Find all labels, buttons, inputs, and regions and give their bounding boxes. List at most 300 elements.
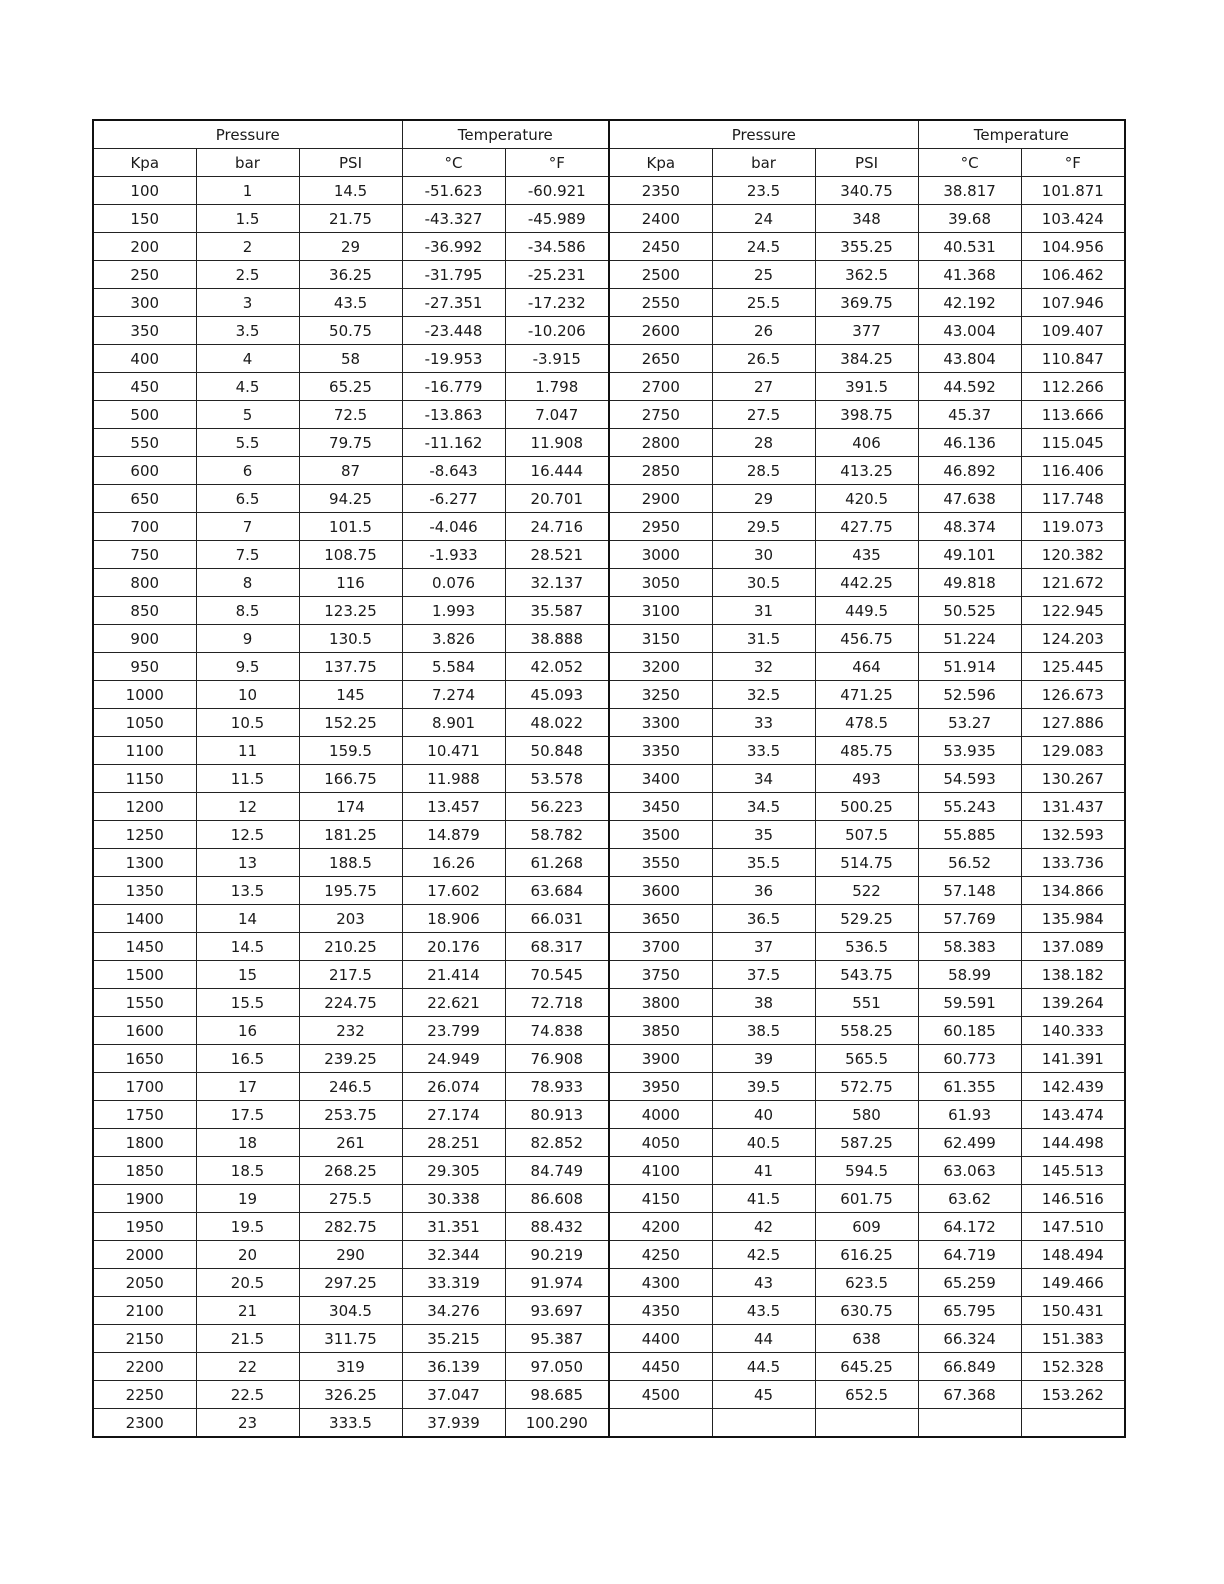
- right-celsius-cell: 65.259: [918, 1269, 1021, 1297]
- right-fahrenheit-cell: 141.391: [1021, 1045, 1125, 1073]
- left-celsius-cell: 33.319: [402, 1269, 505, 1297]
- right-celsius-cell: 56.52: [918, 849, 1021, 877]
- right-kpa-cell: 4050: [609, 1129, 712, 1157]
- left-psi-cell: 29: [299, 233, 402, 261]
- left-fahrenheit-cell: 74.838: [505, 1017, 609, 1045]
- left-fahrenheit-cell: 53.578: [505, 765, 609, 793]
- right-fahrenheit-cell: 110.847: [1021, 345, 1125, 373]
- table-row: [93, 485, 1125, 513]
- left-celsius-cell: 22.621: [402, 989, 505, 1017]
- right-celsius-cell: 48.374: [918, 513, 1021, 541]
- right-kpa-cell: 2800: [609, 429, 712, 457]
- right-psi-cell: 435: [815, 541, 918, 569]
- right-kpa-cell: 3550: [609, 849, 712, 877]
- table-row: [93, 1325, 1125, 1353]
- left-fahrenheit-cell: 1.798: [505, 373, 609, 401]
- left-bar-cell: 1: [196, 177, 299, 205]
- left-celsius-cell: -8.643: [402, 457, 505, 485]
- right-kpa-cell: 3500: [609, 821, 712, 849]
- right-bar-cell: 44: [712, 1325, 815, 1353]
- right-bar-cell: 36.5: [712, 905, 815, 933]
- left-bar-cell: 4.5: [196, 373, 299, 401]
- right-celsius-cell: 46.892: [918, 457, 1021, 485]
- right-bar-cell: 30.5: [712, 569, 815, 597]
- right-celsius-cell: 40.531: [918, 233, 1021, 261]
- left-bar-cell: 18: [196, 1129, 299, 1157]
- right-celsius-cell: 58.383: [918, 933, 1021, 961]
- left-kpa-header: Kpa: [93, 149, 196, 177]
- table-row: [93, 905, 1125, 933]
- left-fahrenheit-cell: 100.290: [505, 1409, 609, 1438]
- right-kpa-cell: 4200: [609, 1213, 712, 1241]
- left-fahrenheit-cell: 28.521: [505, 541, 609, 569]
- right-kpa-cell: 3800: [609, 989, 712, 1017]
- left-fahrenheit-cell: 24.716: [505, 513, 609, 541]
- right-kpa-cell: 4000: [609, 1101, 712, 1129]
- right-bar-cell: 39: [712, 1045, 815, 1073]
- left-fahrenheit-cell: -60.921: [505, 177, 609, 205]
- left-bar-cell: 7.5: [196, 541, 299, 569]
- right-kpa-cell: 4500: [609, 1381, 712, 1409]
- left-celsius-cell: 17.602: [402, 877, 505, 905]
- right-kpa-cell: 3750: [609, 961, 712, 989]
- right-temperature-header: Temperature: [918, 120, 1125, 149]
- right-celsius-cell: 66.849: [918, 1353, 1021, 1381]
- left-celsius-cell: 26.074: [402, 1073, 505, 1101]
- right-psi-cell: 413.25: [815, 457, 918, 485]
- left-celsius-cell: 5.584: [402, 653, 505, 681]
- right-bar-cell: 34: [712, 765, 815, 793]
- right-kpa-cell: 2500: [609, 261, 712, 289]
- left-psi-cell: 304.5: [299, 1297, 402, 1325]
- right-bar-cell: 34.5: [712, 793, 815, 821]
- right-fahrenheit-cell: 126.673: [1021, 681, 1125, 709]
- right-bar-cell: [712, 1409, 815, 1438]
- right-kpa-cell: 4300: [609, 1269, 712, 1297]
- left-bar-cell: 10.5: [196, 709, 299, 737]
- left-psi-cell: 203: [299, 905, 402, 933]
- right-fahrenheit-cell: 106.462: [1021, 261, 1125, 289]
- right-bar-cell: 30: [712, 541, 815, 569]
- right-fahrenheit-cell: 146.516: [1021, 1185, 1125, 1213]
- left-psi-cell: 275.5: [299, 1185, 402, 1213]
- right-kpa-cell: 2450: [609, 233, 712, 261]
- left-kpa-cell: 300: [93, 289, 196, 317]
- left-bar-cell: 5: [196, 401, 299, 429]
- right-celsius-cell: 49.101: [918, 541, 1021, 569]
- right-fahrenheit-cell: 109.407: [1021, 317, 1125, 345]
- right-psi-cell: 391.5: [815, 373, 918, 401]
- right-celsius-cell: 45.37: [918, 401, 1021, 429]
- table-row: [93, 317, 1125, 345]
- right-fahrenheit-cell: 148.494: [1021, 1241, 1125, 1269]
- right-bar-cell: 35.5: [712, 849, 815, 877]
- left-psi-cell: 123.25: [299, 597, 402, 625]
- left-kpa-cell: 2100: [93, 1297, 196, 1325]
- right-bar-cell: 25.5: [712, 289, 815, 317]
- right-celsius-cell: 58.99: [918, 961, 1021, 989]
- left-fahrenheit-cell: 76.908: [505, 1045, 609, 1073]
- right-bar-cell: 40: [712, 1101, 815, 1129]
- right-celsius-cell: 50.525: [918, 597, 1021, 625]
- left-kpa-cell: 1900: [93, 1185, 196, 1213]
- right-kpa-cell: [609, 1409, 712, 1438]
- table-row: [93, 849, 1125, 877]
- table-row: [93, 1409, 1125, 1438]
- right-kpa-cell: 3600: [609, 877, 712, 905]
- left-celsius-cell: 31.351: [402, 1213, 505, 1241]
- table-body: [93, 177, 1125, 1438]
- right-psi-cell: 630.75: [815, 1297, 918, 1325]
- right-psi-cell: 609: [815, 1213, 918, 1241]
- right-psi-cell: 514.75: [815, 849, 918, 877]
- table-row: [93, 877, 1125, 905]
- right-kpa-cell: 3350: [609, 737, 712, 765]
- left-psi-cell: 87: [299, 457, 402, 485]
- right-kpa-cell: 3950: [609, 1073, 712, 1101]
- right-fahrenheit-cell: 127.886: [1021, 709, 1125, 737]
- right-psi-cell: [815, 1409, 918, 1438]
- right-bar-cell: 29: [712, 485, 815, 513]
- left-bar-cell: 11.5: [196, 765, 299, 793]
- right-psi-cell: 587.25: [815, 1129, 918, 1157]
- left-psi-cell: 319: [299, 1353, 402, 1381]
- table-row: [93, 737, 1125, 765]
- table-row: [93, 989, 1125, 1017]
- right-bar-cell: 31.5: [712, 625, 815, 653]
- right-fahrenheit-cell: 145.513: [1021, 1157, 1125, 1185]
- table-row: [93, 821, 1125, 849]
- left-kpa-cell: 750: [93, 541, 196, 569]
- left-psi-cell: 326.25: [299, 1381, 402, 1409]
- right-celsius-cell: 43.804: [918, 345, 1021, 373]
- left-kpa-cell: 250: [93, 261, 196, 289]
- right-kpa-cell: 4450: [609, 1353, 712, 1381]
- right-celsius-cell: 41.368: [918, 261, 1021, 289]
- left-celsius-cell: -23.448: [402, 317, 505, 345]
- right-fahrenheit-cell: 133.736: [1021, 849, 1125, 877]
- left-celsius-cell: 29.305: [402, 1157, 505, 1185]
- right-psi-cell: 362.5: [815, 261, 918, 289]
- right-celsius-cell: [918, 1409, 1021, 1438]
- left-bar-cell: 21: [196, 1297, 299, 1325]
- left-kpa-cell: 1800: [93, 1129, 196, 1157]
- right-bar-cell: 36: [712, 877, 815, 905]
- right-celsius-cell: 64.719: [918, 1241, 1021, 1269]
- right-celsius-cell: 51.224: [918, 625, 1021, 653]
- left-kpa-cell: 2000: [93, 1241, 196, 1269]
- left-kpa-cell: 600: [93, 457, 196, 485]
- left-celsius-cell: 36.139: [402, 1353, 505, 1381]
- conversion-table-container: [92, 119, 1124, 1438]
- left-temperature-header: Temperature: [402, 120, 609, 149]
- left-celsius-cell: 8.901: [402, 709, 505, 737]
- right-fahrenheit-cell: 135.984: [1021, 905, 1125, 933]
- right-celsius-cell: 60.185: [918, 1017, 1021, 1045]
- left-bar-cell: 1.5: [196, 205, 299, 233]
- left-celsius-cell: 13.457: [402, 793, 505, 821]
- left-fahrenheit-cell: 56.223: [505, 793, 609, 821]
- right-celsius-cell: 62.499: [918, 1129, 1021, 1157]
- left-fahrenheit-cell: -45.989: [505, 205, 609, 233]
- right-celsius-cell: 53.27: [918, 709, 1021, 737]
- right-fahrenheit-cell: 153.262: [1021, 1381, 1125, 1409]
- right-psi-cell: 529.25: [815, 905, 918, 933]
- left-fahrenheit-cell: 97.050: [505, 1353, 609, 1381]
- right-fahrenheit-cell: 138.182: [1021, 961, 1125, 989]
- left-psi-cell: 101.5: [299, 513, 402, 541]
- left-kpa-cell: 150: [93, 205, 196, 233]
- left-fahrenheit-cell: 32.137: [505, 569, 609, 597]
- right-kpa-cell: 3100: [609, 597, 712, 625]
- right-celsius-cell: 57.769: [918, 905, 1021, 933]
- right-kpa-cell: 3450: [609, 793, 712, 821]
- left-bar-cell: 14.5: [196, 933, 299, 961]
- left-psi-cell: 268.25: [299, 1157, 402, 1185]
- left-celsius-cell: 28.251: [402, 1129, 505, 1157]
- left-bar-cell: 15: [196, 961, 299, 989]
- right-psi-cell: 522: [815, 877, 918, 905]
- right-bar-cell: 40.5: [712, 1129, 815, 1157]
- right-bar-cell: 37: [712, 933, 815, 961]
- right-fahrenheit-cell: 125.445: [1021, 653, 1125, 681]
- left-fahrenheit-cell: 35.587: [505, 597, 609, 625]
- left-bar-cell: 22: [196, 1353, 299, 1381]
- left-celsius-cell: 3.826: [402, 625, 505, 653]
- left-celsius-cell: 7.274: [402, 681, 505, 709]
- left-kpa-cell: 200: [93, 233, 196, 261]
- left-kpa-cell: 2300: [93, 1409, 196, 1438]
- left-bar-cell: 12.5: [196, 821, 299, 849]
- table-row: [93, 709, 1125, 737]
- left-fahrenheit-cell: 58.782: [505, 821, 609, 849]
- left-fahrenheit-cell: 7.047: [505, 401, 609, 429]
- right-bar-cell: 29.5: [712, 513, 815, 541]
- left-kpa-cell: 450: [93, 373, 196, 401]
- right-celsius-cell: 63.063: [918, 1157, 1021, 1185]
- left-psi-cell: 72.5: [299, 401, 402, 429]
- right-kpa-cell: 3200: [609, 653, 712, 681]
- left-fahrenheit-cell: 72.718: [505, 989, 609, 1017]
- right-psi-header: PSI: [815, 149, 918, 177]
- left-bar-cell: 16.5: [196, 1045, 299, 1073]
- right-bar-cell: 41.5: [712, 1185, 815, 1213]
- left-kpa-cell: 1700: [93, 1073, 196, 1101]
- right-bar-cell: 32: [712, 653, 815, 681]
- left-kpa-cell: 100: [93, 177, 196, 205]
- right-psi-cell: 580: [815, 1101, 918, 1129]
- left-psi-cell: 43.5: [299, 289, 402, 317]
- right-fahrenheit-cell: 151.383: [1021, 1325, 1125, 1353]
- left-bar-cell: 21.5: [196, 1325, 299, 1353]
- right-celsius-cell: 42.192: [918, 289, 1021, 317]
- left-bar-cell: 20.5: [196, 1269, 299, 1297]
- table-row: [93, 1101, 1125, 1129]
- group-header-row: [93, 120, 1125, 149]
- right-kpa-cell: 2600: [609, 317, 712, 345]
- right-psi-cell: 471.25: [815, 681, 918, 709]
- left-celsius-cell: 37.047: [402, 1381, 505, 1409]
- left-celsius-cell: 21.414: [402, 961, 505, 989]
- right-bar-cell: 39.5: [712, 1073, 815, 1101]
- right-psi-cell: 645.25: [815, 1353, 918, 1381]
- table-row: [93, 345, 1125, 373]
- right-kpa-cell: 3300: [609, 709, 712, 737]
- right-fahrenheit-cell: 143.474: [1021, 1101, 1125, 1129]
- right-psi-cell: 442.25: [815, 569, 918, 597]
- right-celsius-cell: 47.638: [918, 485, 1021, 513]
- right-psi-cell: 384.25: [815, 345, 918, 373]
- left-pressure-header: Pressure: [93, 120, 402, 149]
- left-bar-cell: 2: [196, 233, 299, 261]
- right-kpa-cell: 4150: [609, 1185, 712, 1213]
- table-row: [93, 429, 1125, 457]
- table-row: [93, 541, 1125, 569]
- left-fahrenheit-cell: 98.685: [505, 1381, 609, 1409]
- right-psi-cell: 340.75: [815, 177, 918, 205]
- right-psi-cell: 565.5: [815, 1045, 918, 1073]
- right-bar-cell: 42.5: [712, 1241, 815, 1269]
- table-row: [93, 765, 1125, 793]
- right-kpa-cell: 2850: [609, 457, 712, 485]
- right-celsius-cell: 55.243: [918, 793, 1021, 821]
- right-fahrenheit-cell: 121.672: [1021, 569, 1125, 597]
- left-bar-cell: 9.5: [196, 653, 299, 681]
- left-celsius-cell: 23.799: [402, 1017, 505, 1045]
- left-fahrenheit-cell: 63.684: [505, 877, 609, 905]
- left-kpa-cell: 1600: [93, 1017, 196, 1045]
- left-celsius-cell: -16.779: [402, 373, 505, 401]
- left-psi-cell: 21.75: [299, 205, 402, 233]
- column-header-row: [93, 149, 1125, 177]
- left-bar-cell: 13: [196, 849, 299, 877]
- table-row: [93, 1297, 1125, 1325]
- right-bar-cell: 24.5: [712, 233, 815, 261]
- right-fahrenheit-cell: 142.439: [1021, 1073, 1125, 1101]
- left-fahrenheit-cell: -3.915: [505, 345, 609, 373]
- right-fahrenheit-cell: 139.264: [1021, 989, 1125, 1017]
- left-bar-cell: 17.5: [196, 1101, 299, 1129]
- right-fahrenheit-cell: 116.406: [1021, 457, 1125, 485]
- right-psi-cell: 420.5: [815, 485, 918, 513]
- table-row: [93, 1353, 1125, 1381]
- left-celsius-cell: 32.344: [402, 1241, 505, 1269]
- right-fahrenheit-cell: 104.956: [1021, 233, 1125, 261]
- left-kpa-cell: 2200: [93, 1353, 196, 1381]
- right-fahrenheit-cell: 140.333: [1021, 1017, 1125, 1045]
- right-fahrenheit-cell: 113.666: [1021, 401, 1125, 429]
- right-kpa-cell: 3000: [609, 541, 712, 569]
- right-fahrenheit-cell: 120.382: [1021, 541, 1125, 569]
- left-psi-cell: 188.5: [299, 849, 402, 877]
- left-fahrenheit-cell: 95.387: [505, 1325, 609, 1353]
- left-psi-cell: 94.25: [299, 485, 402, 513]
- right-kpa-cell: 2700: [609, 373, 712, 401]
- right-psi-cell: 623.5: [815, 1269, 918, 1297]
- left-psi-cell: 195.75: [299, 877, 402, 905]
- table-row: [93, 205, 1125, 233]
- left-kpa-cell: 1300: [93, 849, 196, 877]
- table-row: [93, 625, 1125, 653]
- left-psi-cell: 297.25: [299, 1269, 402, 1297]
- right-kpa-cell: 2900: [609, 485, 712, 513]
- right-celsius-cell: 44.592: [918, 373, 1021, 401]
- right-celsius-cell: 63.62: [918, 1185, 1021, 1213]
- left-celsius-cell: 24.949: [402, 1045, 505, 1073]
- left-kpa-cell: 950: [93, 653, 196, 681]
- right-fahrenheit-cell: 103.424: [1021, 205, 1125, 233]
- left-celsius-header: °C: [402, 149, 505, 177]
- left-celsius-cell: -27.351: [402, 289, 505, 317]
- left-fahrenheit-cell: 80.913: [505, 1101, 609, 1129]
- left-kpa-cell: 1100: [93, 737, 196, 765]
- right-fahrenheit-header: °F: [1021, 149, 1125, 177]
- table-row: [93, 1129, 1125, 1157]
- left-psi-cell: 79.75: [299, 429, 402, 457]
- left-fahrenheit-cell: 50.848: [505, 737, 609, 765]
- right-fahrenheit-cell: 101.871: [1021, 177, 1125, 205]
- right-fahrenheit-cell: 131.437: [1021, 793, 1125, 821]
- right-bar-cell: 27: [712, 373, 815, 401]
- right-psi-cell: 543.75: [815, 961, 918, 989]
- right-celsius-cell: 67.368: [918, 1381, 1021, 1409]
- left-fahrenheit-cell: 66.031: [505, 905, 609, 933]
- table-row: [93, 681, 1125, 709]
- left-bar-cell: 2.5: [196, 261, 299, 289]
- right-bar-cell: 26: [712, 317, 815, 345]
- table-row: [93, 961, 1125, 989]
- right-psi-cell: 348: [815, 205, 918, 233]
- left-psi-cell: 217.5: [299, 961, 402, 989]
- left-kpa-cell: 1350: [93, 877, 196, 905]
- right-bar-cell: 45: [712, 1381, 815, 1409]
- table-row: [93, 1017, 1125, 1045]
- left-psi-cell: 36.25: [299, 261, 402, 289]
- right-fahrenheit-cell: 129.083: [1021, 737, 1125, 765]
- left-bar-cell: 8.5: [196, 597, 299, 625]
- left-bar-header: bar: [196, 149, 299, 177]
- right-bar-cell: 38: [712, 989, 815, 1017]
- right-kpa-cell: 3150: [609, 625, 712, 653]
- table-row: [93, 513, 1125, 541]
- right-kpa-cell: 4250: [609, 1241, 712, 1269]
- right-psi-cell: 572.75: [815, 1073, 918, 1101]
- right-psi-cell: 406: [815, 429, 918, 457]
- left-bar-cell: 15.5: [196, 989, 299, 1017]
- right-fahrenheit-cell: 115.045: [1021, 429, 1125, 457]
- right-psi-cell: 616.25: [815, 1241, 918, 1269]
- left-kpa-cell: 2150: [93, 1325, 196, 1353]
- right-bar-cell: 27.5: [712, 401, 815, 429]
- table-row: [93, 457, 1125, 485]
- right-psi-cell: 558.25: [815, 1017, 918, 1045]
- right-psi-cell: 464: [815, 653, 918, 681]
- left-psi-cell: 159.5: [299, 737, 402, 765]
- right-kpa-cell: 4400: [609, 1325, 712, 1353]
- left-fahrenheit-cell: -17.232: [505, 289, 609, 317]
- table-row: [93, 1213, 1125, 1241]
- table-row: [93, 177, 1125, 205]
- left-psi-cell: 50.75: [299, 317, 402, 345]
- left-celsius-cell: 35.215: [402, 1325, 505, 1353]
- right-kpa-cell: 3050: [609, 569, 712, 597]
- left-kpa-cell: 1450: [93, 933, 196, 961]
- left-bar-cell: 17: [196, 1073, 299, 1101]
- left-kpa-cell: 1250: [93, 821, 196, 849]
- right-psi-cell: 536.5: [815, 933, 918, 961]
- left-celsius-cell: 16.26: [402, 849, 505, 877]
- left-kpa-cell: 900: [93, 625, 196, 653]
